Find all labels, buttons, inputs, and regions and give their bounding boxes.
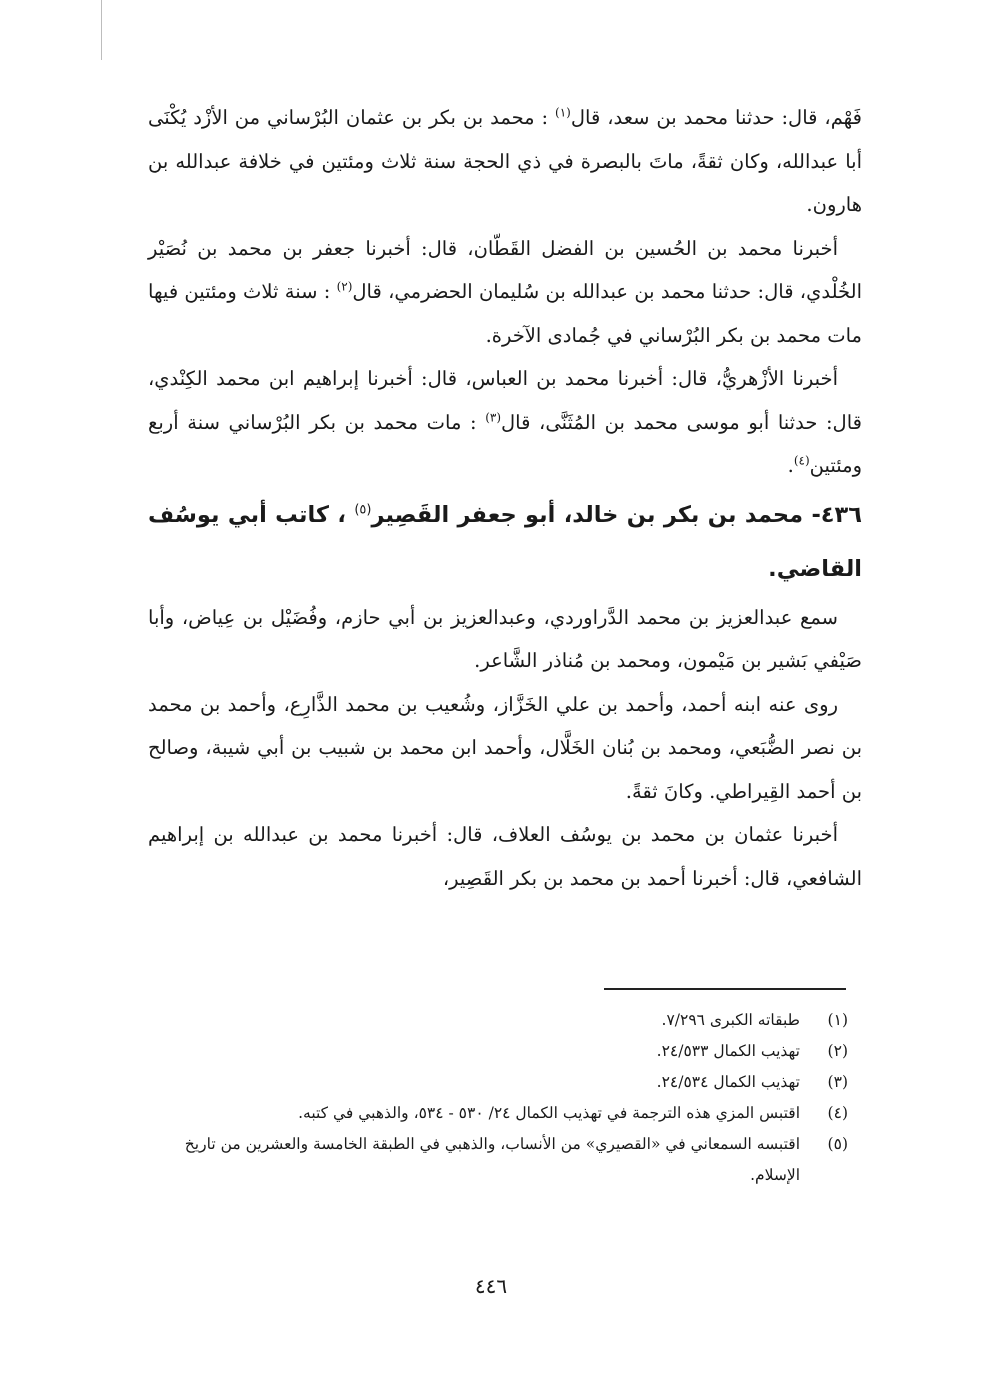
entry-heading-rest: ، كاتب أبي يوسُف القاضي. (148, 501, 862, 582)
paragraph-1-text: فَهْم، قال: حدثنا محمد بن سعد، قال (570, 106, 862, 129)
paragraph-3-end: . (787, 454, 794, 477)
paragraph-4 (148, 596, 862, 683)
paragraph-2 (148, 227, 862, 358)
main-text (148, 96, 862, 900)
footnote-ref-4[interactable]: (٤) (793, 453, 810, 468)
footnote-5 (148, 1129, 848, 1191)
paragraph-3-text: أخبرنا الأزْهريُّ، قال: أخبرنا محمد بن العباس، قال: أخبرنا إبراهيم ابن محمد الكِنْدي، قال: حدثنا أبو موسى محمد بن المُثَنَّى، قال (148, 367, 862, 434)
page-number: ٤٤٦ (474, 1274, 508, 1298)
paragraph-6-text: أخبرنا عثمان بن محمد بن يوسُف العلاف، قال: أخبرنا محمد بن عبدالله بن إبراهيم الشافعي، قال: أخبرنا أحمد بن محمد بن بكر القَصِير، (148, 823, 862, 890)
paragraph-3 (148, 357, 862, 488)
entry-heading (148, 488, 862, 596)
paragraph-1-rest: : محمد بن بكر بن عثمان البُرْساني من الأزْد يُكْنَى أبا عبدالله، وكان ثقةً، ماتَ بالبصرة في ذي الحجة سنة ثلاث ومئتين في خلافة عبدالله بن هارون. (148, 106, 862, 216)
footnote-3 (148, 1067, 848, 1098)
footnote-text: اقتبس المزي هذه الترجمة في تهذيب الكمال ٢٤/ ٥٣٠ - ٥٣٤، والذهبي في كتبه. (298, 1104, 800, 1122)
footnote-text: اقتبسه السمعاني في «القصيري» من الأنساب، والذهبي في الطبقة الخامسة والعشرين من تاريخ الإسلام. (184, 1135, 800, 1184)
paragraph-1 (148, 96, 862, 227)
footnote-number: (٣) (827, 1073, 848, 1091)
entry-heading-text: ٤٣٦- محمد بن بكر بن خالد، أبو جعفر القَصِير (371, 501, 862, 528)
footnote-1 (148, 1005, 848, 1036)
scan-artifact-line (101, 0, 102, 60)
paragraph-6 (148, 813, 862, 900)
footnote-number: (٢) (827, 1042, 848, 1060)
paragraph-2-rest: : سنة ثلاث ومئتين فيها مات محمد بن بكر البُرْساني في جُمادى الآخرة. (148, 280, 862, 347)
footnote-text: طبقاته الكبرى ٧/٢٩٦. (661, 1011, 800, 1029)
paragraph-2-text: أخبرنا محمد بن الحُسين بن الفضل القَطّان، قال: أخبرنا جعفر بن محمد بن نُصَيْر الخُلْدي، قال: حدثنا محمد بن عبدالله بن سُليمان الحضرمي، قال (148, 236, 862, 303)
footnote-4 (148, 1098, 848, 1129)
footnotes (148, 1005, 848, 1191)
footnote-ref-1[interactable]: (١) (555, 105, 571, 120)
footnote-ref-5[interactable]: (٥) (354, 502, 372, 517)
paragraph-4-text: سمع عبدالعزيز بن محمد الدَّراوردي، وعبدالعزيز بن أبي حازم، وفُضَيْل بن عِياض، وأبا صَيْفي بَشير بن مَيْمون، ومحمد بن مُناذر الشَّاعر. (148, 605, 862, 672)
paragraph-3-rest: : مات محمد بن بكر البُرْساني سنة أربع ومئتين (148, 410, 862, 477)
footnote-divider (604, 988, 846, 990)
footnote-text: تهذيب الكمال ٢٤/٥٣٣. (656, 1042, 800, 1060)
footnote-number: (٤) (827, 1104, 848, 1122)
footnote-text: تهذيب الكمال ٢٤/٥٣٤. (656, 1073, 800, 1091)
footnote-number: (٥) (827, 1135, 848, 1153)
footnote-2 (148, 1036, 848, 1067)
paragraph-5-text: روى عنه ابنه أحمد، وأحمد بن علي الخَزَّاز، وشُعيب بن محمد الذَّارِع، وأحمد بن محمد بن نصر الضُّبَعي، ومحمد بن بُنان الخَلَّال، وأحمد ابن محمد بن شبيب بن أبي شيبة، وصالح بن أحمد القِيراطي. وكانَ ثقةً. (148, 692, 862, 803)
paragraph-5 (148, 683, 862, 814)
footnote-ref-2[interactable]: (٢) (336, 279, 353, 294)
footnote-ref-3[interactable]: (٣) (485, 410, 502, 424)
footnote-number: (١) (827, 1011, 848, 1029)
